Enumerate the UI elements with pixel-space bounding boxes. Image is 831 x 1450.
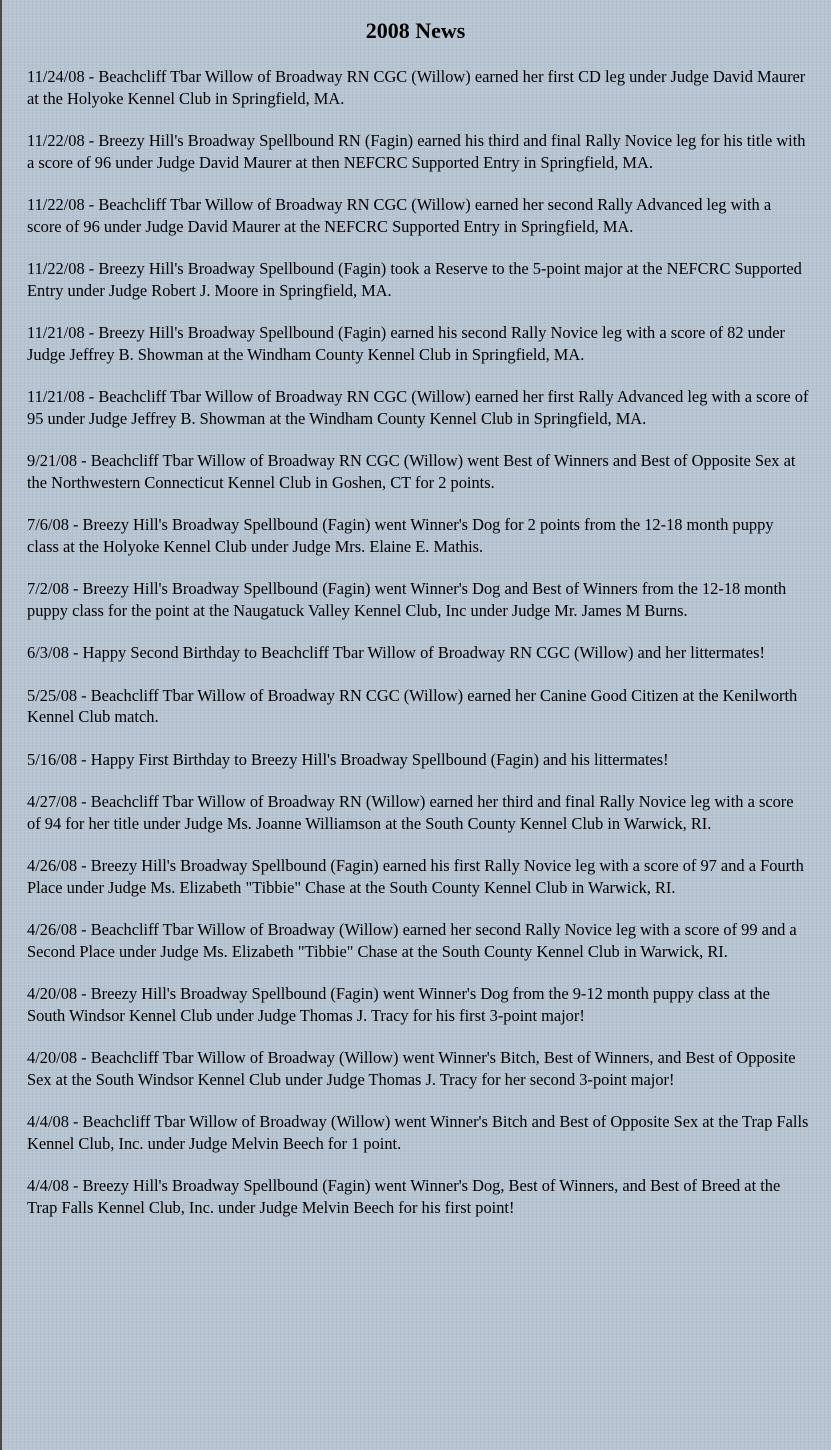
- news-item: 4/20/08 - Beachcliff Tbar Willow of Broadway (Willow) went Winner's Bitch, Best of Winners, and Best of Opposite Sex at the South Windsor Kennel Club under Judge Thomas J. Tracy for her second 3-point major!: [27, 1048, 796, 1089]
- news-item: 11/22/08 - Breezy Hill's Broadway Spellbound (Fagin) took a Reserve to the 5-point major at the NEFCRC Supported Entry under Judge Robert J. Moore in Springfield, MA.: [27, 259, 802, 300]
- news-item: 11/21/08 - Breezy Hill's Broadway Spellbound (Fagin) earned his second Rally Novice leg with a score of 82 under Judge Jeffrey B. Showman at the Windham County Kennel Club in Springfield, MA.: [27, 323, 785, 364]
- news-item: 11/22/08 - Beachcliff Tbar Willow of Broadway RN CGC (Willow) earned her second Rally Advanced leg with a score of 96 under Judge David Maurer at the NEFCRC Supported Entry in Springfield, MA.: [27, 195, 772, 236]
- news-item: 7/2/08 - Breezy Hill's Broadway Spellbound (Fagin) went Winner's Dog and Best of Winners from the 12-18 month puppy class for the point at the Naugatuck Valley Kennel Club, Inc under Judge Mr. James M Burns.: [27, 579, 787, 620]
- news-list: [27, 66, 809, 1239]
- news-item: 6/3/08 - Happy Second Birthday to Beachcliff Tbar Willow of Broadway RN CGC (Willow) and her littermates!: [27, 643, 765, 662]
- news-item: 11/22/08 - Breezy Hill's Broadway Spellbound RN (Fagin) earned his third and final Rally Novice leg for his title with a score of 96 under Judge David Maurer at then NEFCRC Supported Entry in Springfield, MA.: [27, 131, 806, 172]
- news-item: 7/6/08 - Breezy Hill's Broadway Spellbound (Fagin) went Winner's Dog for 2 points from the 12-18 month puppy class at the Holyoke Kennel Club under Judge Mrs. Elaine E. Mathis.: [27, 515, 774, 556]
- page-title: 2008 News: [365, 18, 466, 43]
- news-item: 11/24/08 - Beachcliff Tbar Willow of Broadway RN CGC (Willow) earned her first CD leg under Judge David Maurer at the Holyoke Kennel Club in Springfield, MA.: [27, 67, 806, 108]
- news-item: 4/27/08 - Beachcliff Tbar Willow of Broadway RN (Willow) earned her third and final Rally Novice leg with a score of 94 for her title under Judge Ms. Joanne Williamson at the South County Kennel Club in Warwick, RI.: [27, 792, 794, 833]
- news-item: 11/21/08 - Beachcliff Tbar Willow of Broadway RN CGC (Willow) earned her first Rally Advanced leg with a score of 95 under Judge Jeffrey B. Showman at the Windham County Kennel Club in Springfield, MA.: [27, 387, 809, 428]
- news-item: 9/21/08 - Beachcliff Tbar Willow of Broadway RN CGC (Willow) went Best of Winners and Best of Opposite Sex at the Northwestern Connecticut Kennel Club in Goshen, CT for 2 points.: [27, 451, 796, 492]
- news-item: 4/4/08 - Beachcliff Tbar Willow of Broadway (Willow) went Winner's Bitch and Best of Opposite Sex at the Trap Falls Kennel Club, Inc. under Judge Melvin Beech for 1 point.: [27, 1112, 809, 1153]
- news-item: 4/4/08 - Breezy Hill's Broadway Spellbound (Fagin) went Winner's Dog, Best of Winners, and Best of Breed at the Trap Falls Kennel Club, Inc. under Judge Melvin Beech for his first point!: [27, 1176, 781, 1217]
- news-item: 5/25/08 - Beachcliff Tbar Willow of Broadway RN CGC (Willow) earned her Canine Good Citizen at the Kenilworth Kennel Club match.: [27, 685, 798, 726]
- news-item: 4/26/08 - Breezy Hill's Broadway Spellbound (Fagin) earned his first Rally Novice leg with a score of 97 and a Fourth Place under Judge Ms. Elizabeth "Tibbie" Chase at the South County Kennel Club in Warwick, RI.: [27, 856, 804, 897]
- news-item: 4/20/08 - Breezy Hill's Broadway Spellbound (Fagin) went Winner's Dog from the 9-12 month puppy class at the South Windsor Kennel Club under Judge Thomas J. Tracy for his first 3-point major!: [27, 984, 770, 1025]
- news-item: 4/26/08 - Beachcliff Tbar Willow of Broadway (Willow) earned her second Rally Novice leg with a score of 99 and a Second Place under Judge Ms. Elizabeth "Tibbie" Chase at the South County Kennel Club in Warwick, RI.: [27, 920, 797, 961]
- news-item: 5/16/08 - Happy First Birthday to Breezy Hill's Broadway Spellbound (Fagin) and his littermates!: [27, 749, 669, 769]
